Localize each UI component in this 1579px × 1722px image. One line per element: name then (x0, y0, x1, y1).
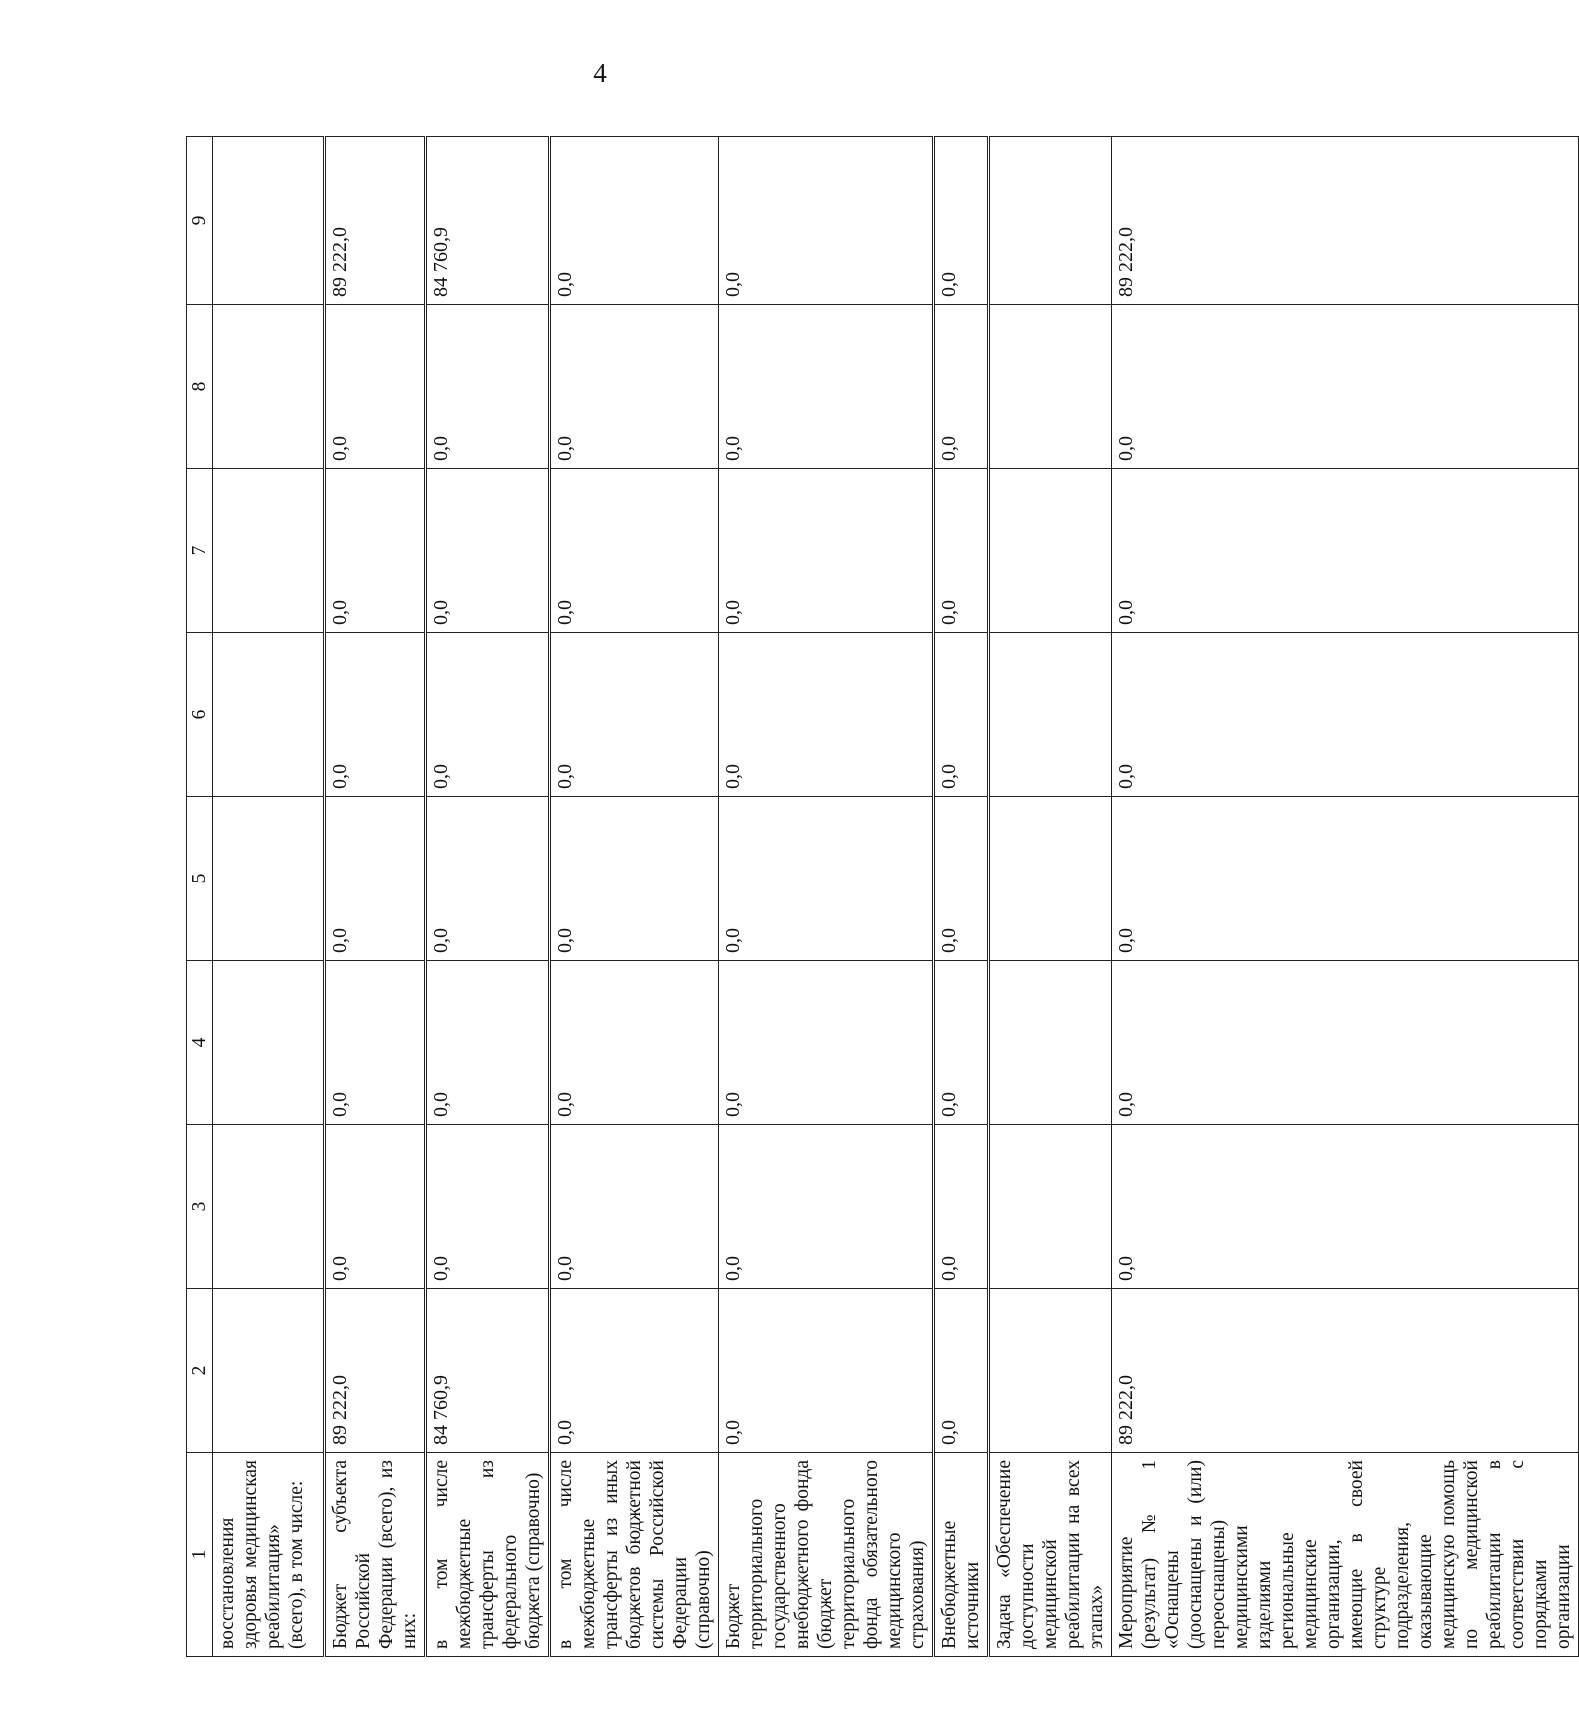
value-cell: 0,0 (426, 1125, 550, 1289)
row-label: в том числе межбюджетные трансферты из федерального бюджета (справочно) (426, 1453, 550, 1657)
value-cell: 0,0 (719, 305, 934, 469)
value-cell: 0,0 (550, 1125, 719, 1289)
value-cell: 0,0 (719, 1289, 934, 1453)
header-cell: 3 (187, 1125, 213, 1289)
value-cell (989, 1289, 1112, 1453)
row-label: Внебюджетные источники (934, 1453, 989, 1657)
value-cell (213, 1125, 325, 1289)
row-label: восстановления здоровья медицинская реабилитация» (всего), в том числе: (213, 1453, 325, 1657)
value-cell: 89 222,0 (325, 137, 426, 305)
header-cell: 4 (187, 961, 213, 1125)
table-row (550, 137, 719, 1657)
value-cell: 84 760,9 (426, 1289, 550, 1453)
value-cell: 0,0 (426, 469, 550, 633)
value-cell: 0,0 (1112, 1125, 1579, 1289)
value-cell (213, 633, 325, 797)
value-cell: 89 222,0 (325, 1289, 426, 1453)
value-cell (213, 961, 325, 1125)
value-cell: 0,0 (426, 305, 550, 469)
row-label: Мероприятие (результат) № 1 «Оснащены (дооснащены и (или) переоснащены) медицинскими изделиями региональные медицинские организации, имеющие в своей структуре подразделения, оказывающие медицинскую помощь по медицинской реабилитации в соответствии с порядками организации (1112, 1453, 1579, 1657)
value-cell: 0,0 (550, 1289, 719, 1453)
header-cell: 6 (187, 633, 213, 797)
value-cell: 0,0 (719, 469, 934, 633)
value-cell: 0,0 (719, 961, 934, 1125)
value-cell: 0,0 (550, 961, 719, 1125)
value-cell: 0,0 (426, 961, 550, 1125)
value-cell: 0,0 (934, 633, 989, 797)
header-cell: 8 (187, 305, 213, 469)
value-cell: 89 222,0 (1112, 137, 1579, 305)
value-cell: 0,0 (934, 137, 989, 305)
table-header-row (187, 137, 213, 1657)
header-cell: 5 (187, 797, 213, 961)
value-cell: 84 760,9 (426, 137, 550, 305)
value-cell: 0,0 (934, 1125, 989, 1289)
value-cell: 0,0 (550, 633, 719, 797)
value-cell (989, 961, 1112, 1125)
value-cell: 0,0 (550, 137, 719, 305)
value-cell: 0,0 (1112, 797, 1579, 961)
value-cell (989, 469, 1112, 633)
value-cell: 0,0 (325, 797, 426, 961)
table-row (325, 137, 426, 1657)
value-cell: 0,0 (719, 1125, 934, 1289)
table-row (426, 137, 550, 1657)
value-cell (213, 469, 325, 633)
table-row (213, 137, 325, 1657)
value-cell: 0,0 (325, 633, 426, 797)
value-cell: 0,0 (325, 469, 426, 633)
value-cell: 0,0 (719, 137, 934, 305)
row-label: Задача «Обеспечение доступности медицинской реабилитации на всех этапах» (989, 1453, 1112, 1657)
value-cell (989, 137, 1112, 305)
value-cell: 0,0 (550, 305, 719, 469)
rotated-table-container (186, 137, 1574, 1657)
value-cell: 0,0 (550, 469, 719, 633)
header-cell: 7 (187, 469, 213, 633)
value-cell: 0,0 (325, 1125, 426, 1289)
value-cell (989, 1125, 1112, 1289)
value-cell (213, 797, 325, 961)
value-cell: 0,0 (934, 1289, 989, 1453)
value-cell: 0,0 (426, 633, 550, 797)
value-cell (213, 305, 325, 469)
row-label: Бюджет субъекта Российской Федерации (всего), из них: (325, 1453, 426, 1657)
value-cell (989, 797, 1112, 961)
header-cell: 2 (187, 1289, 213, 1453)
header-cell: 1 (187, 1453, 213, 1657)
table-row (934, 137, 989, 1657)
value-cell: 0,0 (934, 797, 989, 961)
table-row (719, 137, 934, 1657)
value-cell (989, 305, 1112, 469)
page-number: 4 (593, 58, 607, 88)
value-cell: 0,0 (426, 797, 550, 961)
value-cell (989, 633, 1112, 797)
value-cell: 0,0 (325, 305, 426, 469)
value-cell: 0,0 (934, 305, 989, 469)
value-cell: 89 222,0 (1112, 1289, 1579, 1453)
row-label: в том числе межбюджетные трансферты из иных бюджетов бюджетной системы Российской Федерации (справочно) (550, 1453, 719, 1657)
value-cell (213, 1289, 325, 1453)
value-cell: 0,0 (719, 633, 934, 797)
value-cell: 0,0 (719, 797, 934, 961)
value-cell: 0,0 (934, 469, 989, 633)
value-cell: 0,0 (1112, 305, 1579, 469)
row-label: Бюджет территориального государственного внебюджетного фонда (бюджет территориального фонда обязательного медицинского страхования) (719, 1453, 934, 1657)
value-cell: 0,0 (325, 961, 426, 1125)
value-cell: 0,0 (1112, 961, 1579, 1125)
value-cell (213, 137, 325, 305)
table-row (989, 137, 1112, 1657)
value-cell: 0,0 (1112, 469, 1579, 633)
budget-table (186, 136, 1579, 1657)
header-cell: 9 (187, 137, 213, 305)
value-cell: 0,0 (1112, 633, 1579, 797)
table-row (1112, 137, 1579, 1657)
value-cell: 0,0 (934, 961, 989, 1125)
value-cell: 0,0 (550, 797, 719, 961)
